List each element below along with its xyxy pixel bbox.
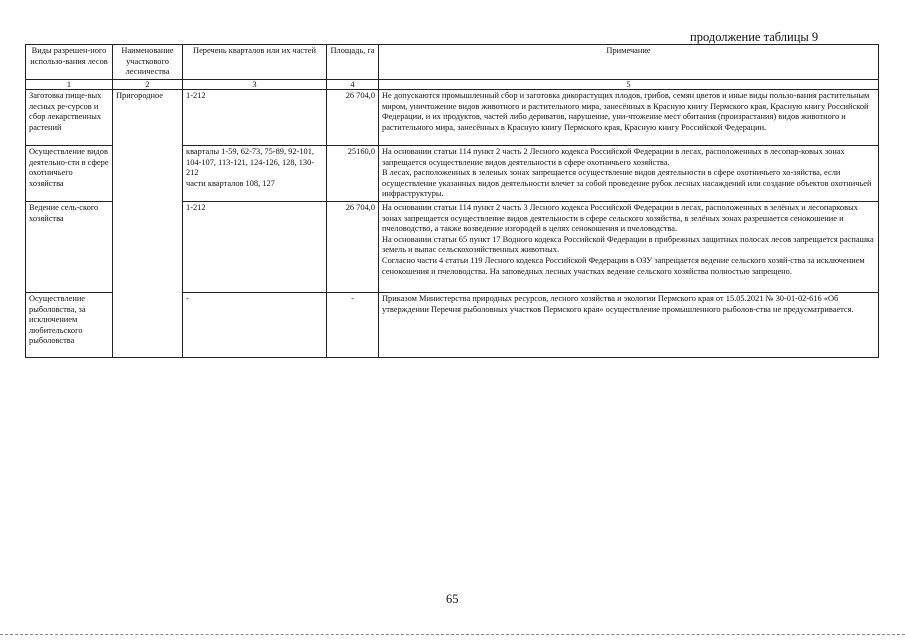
table-row-food-resources (26, 90, 879, 146)
column-number: 5 (379, 80, 879, 90)
use-type-cell: Ведение сель-ского хозяйства (26, 202, 113, 293)
header-quarters: Перечень кварталов или их частей (183, 45, 327, 80)
quarters-cell: 1-212 (183, 90, 327, 146)
notes-paragraph: На основании статьи 114 пункт 2 часть 2 Лесного кодекса Российской Федерации в лесах, расположенных в лесопар-ковых зонах запрещается осуществление видов деятельности в сфере охотничьего хозяйства. (382, 147, 845, 167)
quarters-cell (183, 146, 327, 202)
use-type-cell: Осуществление видов деятельно-сти в сфере охотничьего хозяйства (26, 146, 113, 202)
quarters-cell: - (183, 293, 327, 358)
quarters-line: кварталы 1-59, 62-73, 75-89, 92-101, 104-107, 113-121, 124-126, 128, 130-212 (186, 147, 315, 178)
column-number: 3 (183, 80, 327, 90)
notes-paragraph: На основании статьи 114 пункт 2 часть 3 Лесного кодекса Российской Федерации в лесах, расположенных в зелёных и лесопарковых зонах запрещается осуществление видов деятельности в сфере сельского хозяйства, в зелёных зонах разрешается сенокошение и пчеловодство, а также возведение изгородей в целях сенокошения и пчеловодства. (382, 203, 858, 234)
area-cell: 25160,0 (327, 146, 379, 202)
table-header-row (26, 45, 879, 80)
scan-edge-line (0, 634, 905, 635)
use-type-cell: Заготовка пище-вых лесных ре-сурсов и сбор лекарственных растений (26, 90, 113, 146)
column-number: 4 (327, 80, 379, 90)
notes-cell (379, 146, 879, 202)
area-cell: 26 704,0 (327, 90, 379, 146)
header-area: Площадь, га (327, 45, 379, 80)
quarters-line: части кварталов 108, 127 (186, 178, 275, 188)
page-number: 65 (446, 592, 459, 606)
notes-paragraph: На основании статьи 65 пункт 17 Водного кодекса Российской Федерации в прибрежных защитных полосах лесов запрещается распашка земель и выпас сельскохозяйственных животных. (382, 234, 874, 255)
area-cell: - (327, 293, 379, 358)
column-number: 2 (113, 80, 183, 90)
area-cell: 26 704,0 (327, 202, 379, 293)
header-use-type: Виды разрешен-ного использо-вания лесов (26, 45, 113, 80)
column-number: 1 (26, 80, 113, 90)
header-notes: Примечание (379, 45, 879, 80)
forest-use-table (25, 44, 879, 358)
notes-cell: Приказом Министерства природных ресурсов, лесного хозяйства и экологии Пермского края от 15.05.2021 № 30-01-02-616 «Об утверждении Перечня рыболовных участков Пермского края» осуществление промышленного рыболов-ства не предусматривается. (379, 293, 879, 358)
header-forestry-name: Наименование участкового лесничества (113, 45, 183, 80)
notes-paragraph: Согласно части 4 статьи 119 Лесного кодекса Российской Федерации в ОЗУ запрещается ведение сельского хозяй-ства за исключением сенокошения и пчеловодства. На заповедных лесных участках ведение сельского хозяйства полностью запрещено. (382, 255, 865, 276)
forestry-name-cell: Пригородное (113, 90, 183, 358)
column-number-row (26, 80, 879, 90)
use-type-cell: Осуществление рыболовства, за исключением любительского рыболовства (26, 293, 113, 358)
notes-cell (379, 202, 879, 293)
notes-paragraph: В лесах, расположенных в зеленых зонах запрещается осуществление видов деятельности в сфере охотничьего хо-зяйства, если осуществление указанных видов деятельности влечет за собой проведение рубок лесных насаждений или создание объектов охотничьей инфраструктуры. (382, 168, 872, 199)
table-continuation-label: продолжение таблицы 9 (690, 30, 819, 44)
notes-cell: Не допускаются промышленный сбор и заготовка дикорастущих плодов, грибов, семян цветов и иные виды пользо-вания растительным миром, уничтожение видов животного и растительного мира, занесённых в Красную книгу Пермского края, Красную книгу Российской Федерации, и их продуктов, частей либо дериватов, нарушение, уни-чтожение мест обитания (произрастания) видов животного и растительного мира, занесённых в Красную книгу Пермского края, Красную книгу Российской Федерации. (379, 90, 879, 146)
quarters-cell: 1-212 (183, 202, 327, 293)
